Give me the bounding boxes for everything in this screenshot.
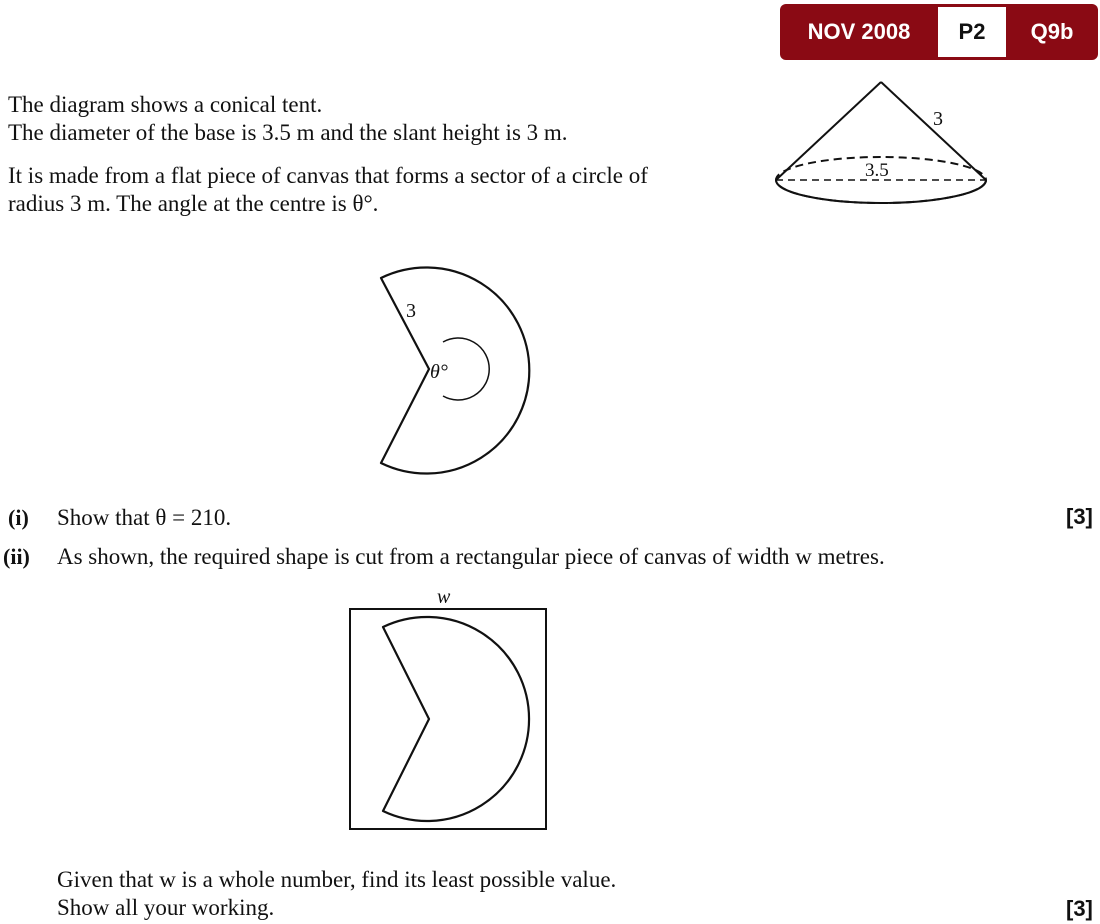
part-ii-line-2: Show all your working. [57, 895, 275, 920]
part-i-number: (i) [8, 505, 29, 530]
part-ii-number: (ii) [3, 544, 30, 569]
sector-diagram [370, 260, 550, 485]
intro-line-3: It is made from a flat piece of canvas that forms a sector of a circle of [8, 163, 648, 188]
width-label: w [437, 586, 451, 608]
cone-slant-label: 3 [933, 108, 943, 130]
intro-line-4: radius 3 m. The angle at the centre is θ°. [8, 191, 379, 216]
question-badge [780, 4, 1098, 60]
canvas-rectangle-diagram [345, 585, 555, 835]
part-i-text: Show that θ = 210. [57, 505, 232, 530]
cone-diagram [770, 78, 1000, 213]
intro-line-2: The diameter of the base is 3.5 m and the slant height is 3 m. [8, 120, 568, 145]
cone-diameter-label: 3.5 [865, 160, 889, 181]
sector-radius-label: 3 [406, 300, 416, 322]
paper-label: P2 [938, 7, 1006, 57]
part-ii-text: As shown, the required shape is cut from a rectangular piece of canvas of width w metres. [57, 544, 885, 569]
question-label: Q9b [1030, 19, 1074, 44]
intro-line-1: The diagram shows a conical tent. [8, 92, 323, 117]
part-ii-line-1: Given that w is a whole number, find its least possible value. [57, 867, 617, 892]
part-i-marks: [3] [1066, 504, 1093, 529]
sector-angle-label: θ° [430, 361, 448, 383]
session-label: NOV 2008 [807, 19, 911, 44]
part-ii-marks: [3] [1066, 896, 1093, 921]
